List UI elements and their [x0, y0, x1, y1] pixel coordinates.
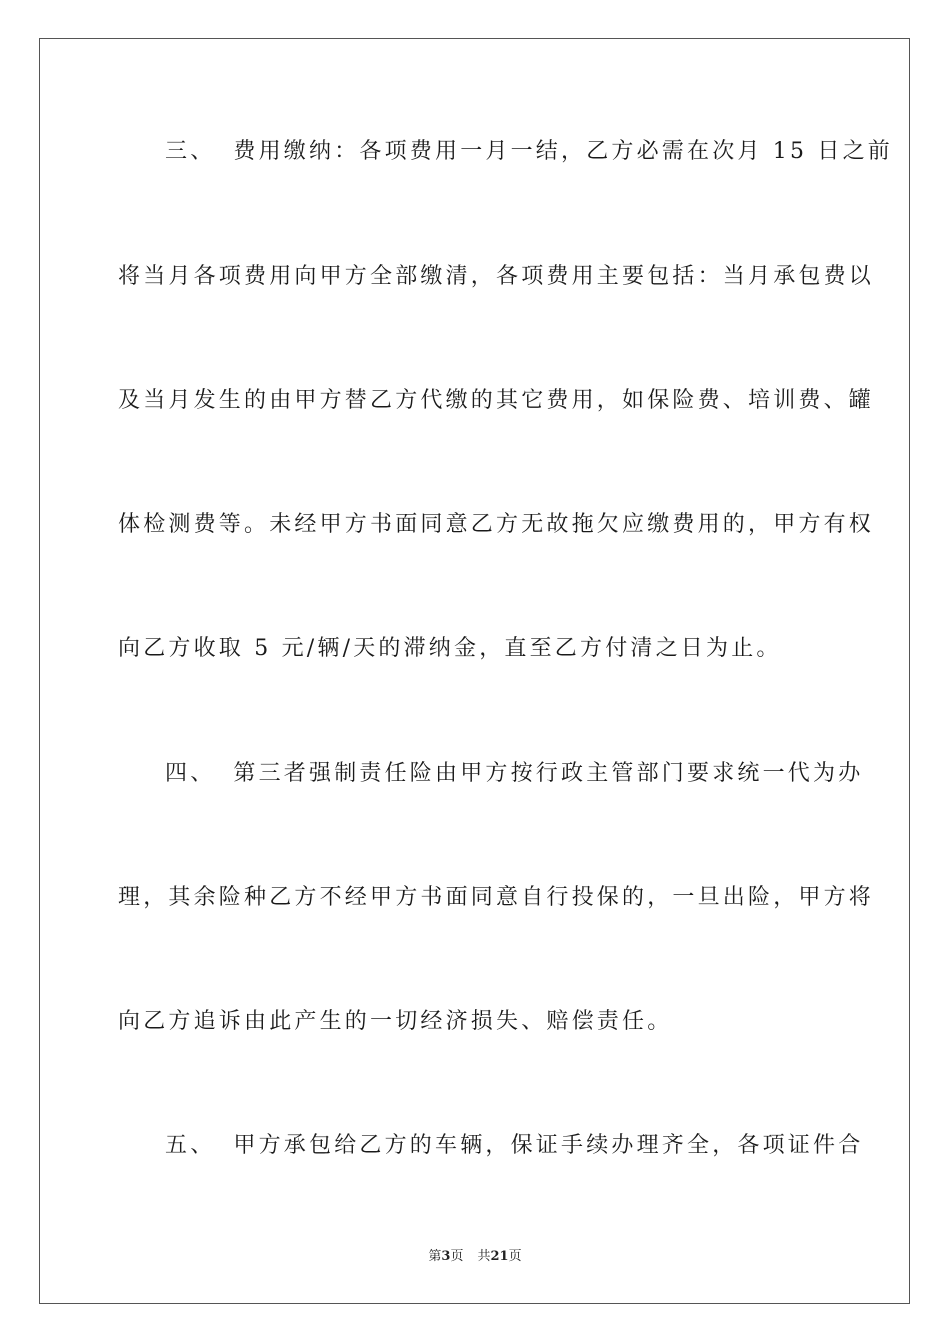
- paragraph-3-line-2: 将当月各项费用向甲方全部缴清，各项费用主要包括：当月承包费以: [118, 264, 875, 289]
- total-prefix: 共: [477, 1249, 491, 1264]
- paragraph-4-line-2: 理，其余险种乙方不经甲方书面同意自行投保的，一旦出险，甲方将: [118, 885, 875, 910]
- paragraph-3-line-4: 体检测费等。未经甲方书面同意乙方无故拖欠应缴费用的，甲方有权: [118, 512, 875, 537]
- page-suffix: 页: [450, 1249, 464, 1264]
- total-suffix: 页: [508, 1249, 522, 1264]
- paragraph-3-line-1: [165, 137, 893, 167]
- page-footer: [0, 1248, 950, 1266]
- total-pages: 21: [490, 1249, 509, 1264]
- paragraph-3-text-1: 费用缴纳：各项费用一月一结，乙方必需在次月 15 日之前: [233, 139, 893, 164]
- paragraph-4-number: 四、: [165, 761, 216, 786]
- paragraph-5-line-1: [165, 1131, 864, 1161]
- page-current: 3: [441, 1249, 451, 1264]
- paragraph-4-line-3: 向乙方追诉由此产生的一切经济损失、赔偿责任。: [118, 1009, 673, 1034]
- paragraph-5-number: 五、: [165, 1133, 216, 1158]
- paragraph-3-line-5: 向乙方收取 5 元/辆/天的滞纳金，直至乙方付清之日为止。: [118, 636, 782, 661]
- paragraph-4-line-1: [165, 759, 864, 789]
- paragraph-4-text-1: 第三者强制责任险由甲方按行政主管部门要求统一代为办: [233, 761, 864, 786]
- page-border: [39, 38, 910, 1304]
- paragraph-3-line-3: 及当月发生的由甲方替乙方代缴的其它费用，如保险费、培训费、罐: [118, 388, 875, 413]
- paragraph-3-number: 三、: [165, 139, 216, 164]
- page-prefix: 第: [428, 1249, 442, 1264]
- paragraph-5-text-1: 甲方承包给乙方的车辆，保证手续办理齐全，各项证件合: [233, 1133, 864, 1158]
